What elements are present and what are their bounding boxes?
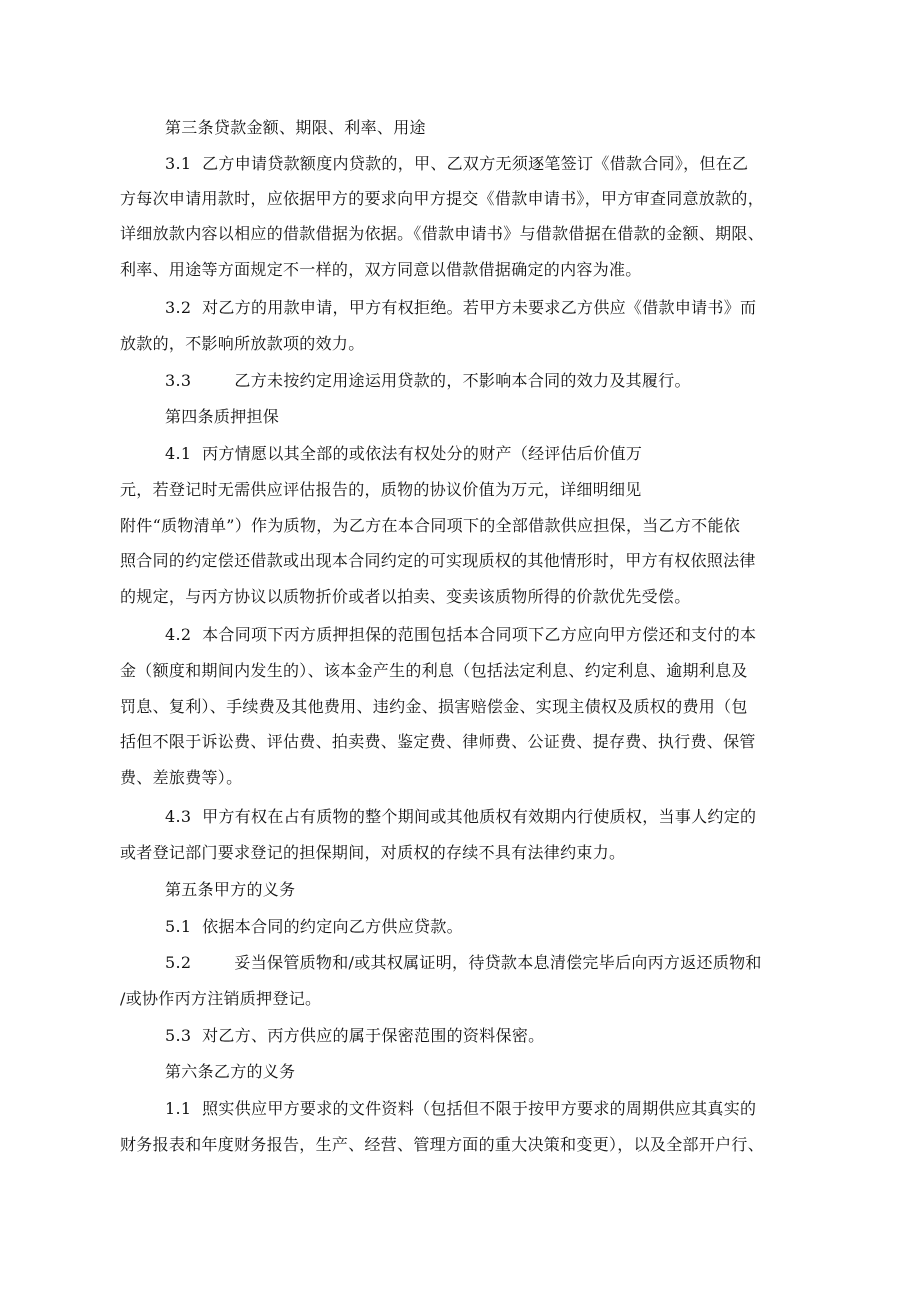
clause-4-2-line-5: 费、差旅费等）。 [120,768,243,787]
clause-4-3-line-1: 4.3 甲方有权在占有质物的整个期间或其他质权有效期内行使质权，当事人约定的 [165,807,757,826]
clause-4-2-line-3: 罚息、复利）、手续费及其他费用、违约金、损害赔偿金、实现主债权及质权的费用（包 [120,697,748,716]
clause-4-1-line-4: 照合同的约定偿还借款或出现本合同约定的可实现质权的其他情形时，甲方有权依照法律 [120,551,756,570]
clause-4-1-line-5: 的规定，与丙方协议以质物折价或者以拍卖、变卖该质物所得的价款优先受偿。 [120,587,691,606]
clause-4-1-line-1: 4.1 丙方情愿以其全部的或依法有权处分的财产（经评估后价值万 [165,444,643,463]
clause-5-2-line-1: 5.2 妥当保管质物和/或其权属证明，待贷款本息清偿完毕后向丙方返还质物和 [165,953,762,972]
clause-3-2-line-2: 放款的，不影响所放款项的效力。 [120,334,365,353]
clause-3-1-line-3: 详细放款内容以相应的借款借据为依据。《借款申请书》与借款借据在借款的金额、期限、 [120,224,765,243]
clause-5-1: 5.1 依据本合同的约定向乙方供应贷款。 [165,917,463,936]
clause-4-2-line-2: 金（额度和期间内发生的）、该本金产生的利息（包括法定利息、约定利息、逾期利息及 [120,661,748,680]
clause-3-1-line-2: 方每次申请用款时，应依据甲方的要求向甲方提交《借款申请书》，甲方审查同意放款的， [120,189,765,208]
clause-4-1-line-2: 元，若登记时无需供应评估报告的，质物的协议价值为万元，详细明细见 [120,480,642,499]
clause-3-1-line-1: 3.1 乙方申请贷款额度内贷款的，甲、乙双方无须逐笔签订《借款合同》，但在乙 [165,154,749,173]
article-5-heading: 第五条甲方的义务 [165,880,296,899]
clause-3-3: 3.3 乙方未按约定用途运用贷款的，不影响本合同的效力及其履行。 [165,371,691,390]
clause-6-1-1-line-1: 1.1 照实供应甲方要求的文件资料（包括但不限于按甲方要求的周期供应其真实的 [165,1099,757,1118]
clause-5-2-line-2: /或协作丙方注销质押登记。 [120,989,322,1008]
article-6-heading: 第六条乙方的义务 [165,1062,296,1081]
clause-4-2-line-1: 4.2 本合同项下丙方质押担保的范围包括本合同项下乙方应向甲方偿还和支付的本 [165,625,757,644]
clause-5-3: 5.3 对乙方、丙方供应的属于保密范围的资料保密。 [165,1026,545,1045]
article-4-heading: 第四条质押担保 [165,407,280,426]
clause-4-1-line-3: 附件“质物清单”）作为质物，为乙方在本合同项下的全部借款供应担保，当乙方不能依 [120,516,741,535]
clause-4-2-line-4: 括但不限于诉讼费、评估费、拍卖费、鉴定费、律师费、公证费、提存费、执行费、保管 [120,732,756,751]
clause-3-2-line-1: 3.2 对乙方的用款申请，甲方有权拒绝。若甲方未要求乙方供应《借款申请书》而 [165,298,757,317]
clause-6-1-1-line-2: 财务报表和年度财务报告，生产、经营、管理方面的重大决策和变更），以及全部开户行、 [120,1135,765,1154]
clause-3-1-line-4: 利率、用途等方面规定不一样的，双方同意以借款借据确定的内容为准。 [120,260,642,279]
clause-4-3-line-2: 或者登记部门要求登记的担保期间，对质权的存续不具有法律约束力。 [120,843,626,862]
article-3-heading: 第三条贷款金额、期限、利率、用途 [165,118,426,137]
